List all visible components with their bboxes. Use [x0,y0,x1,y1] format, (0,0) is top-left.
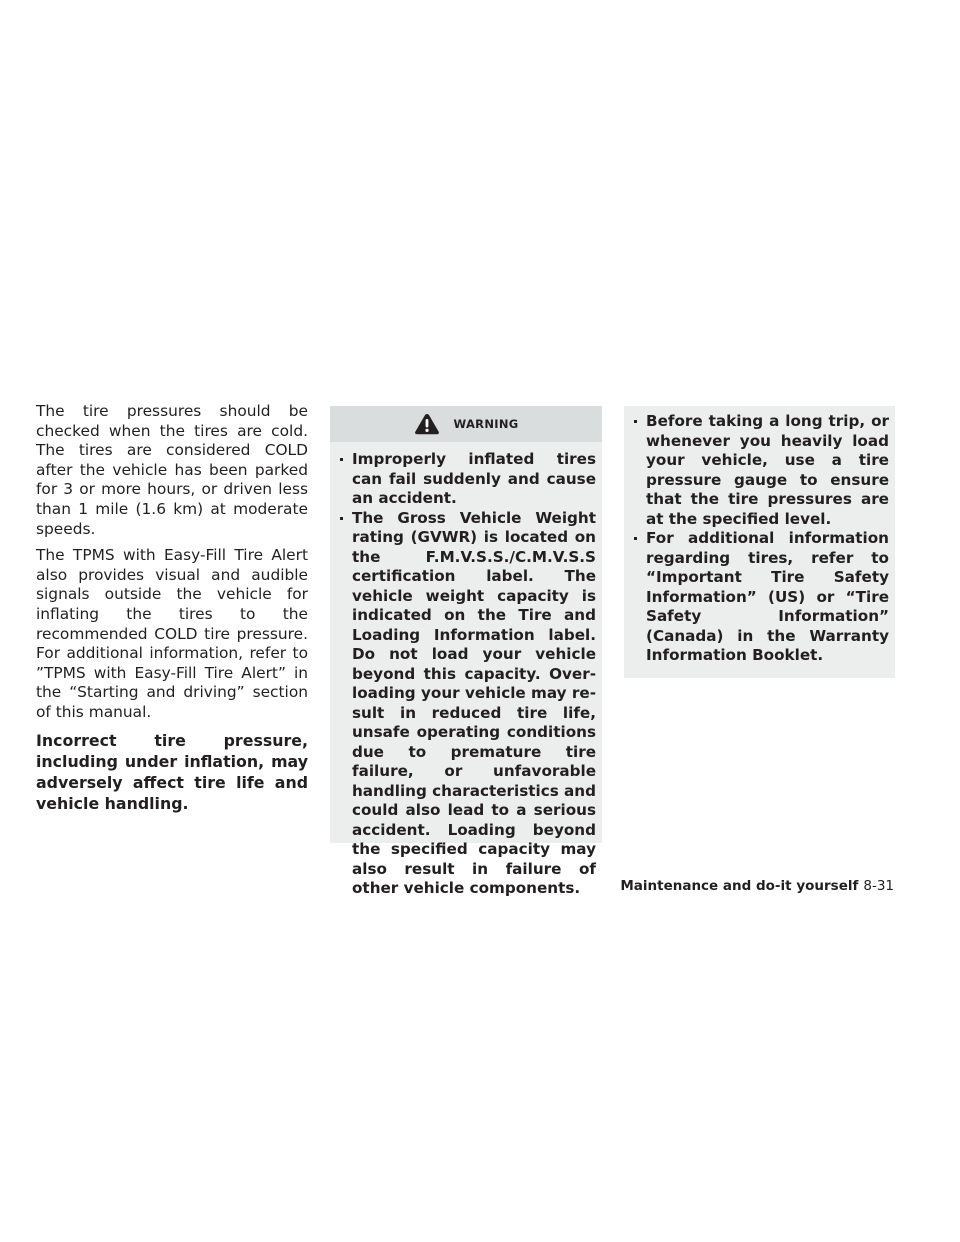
warning-box-continued [624,406,895,678]
paragraph-cold-tires: The tire pressures should be checked when the tires are cold. The tires are considered COLD after the vehicle has been parked for 3 or more hours, or driven less than 1 mile (1.6 km) at moderate speeds. [36,402,308,538]
warning-list [330,442,602,899]
warning-item: For additional information regarding tires, refer to “Important Tire Safety Information” (US) or “Tire Safety Information” (Canada) in the Warranty Information Booklet. [646,529,889,664]
footer-section-title: Maintenance and do-it yourself [620,878,859,894]
warning-item: Improperly inflated tires can fail suddenly and cause an accident. [352,450,596,507]
warning-item: Before taking a long trip, or whenever you heavily load your vehicle, use a tire pressure gauge to ensure that the tire pressures are at the specified level. [646,412,889,528]
page-footer [620,878,894,894]
warning-list-continued [624,406,895,666]
warning-item: The Gross Vehicle Weight rating (GVWR) is located on the F.M.V.S.S./C.M.V.S.S certification label. The vehicle weight capacity is indicated on the Tire and Loading Information label. Do not load your vehicle beyond this capacity. Overloading your vehicle may result in reduced tire life, unsafe operating conditions due to premature tire failure, or unfavorable handling characteristics and could also lead to a serious accident. Loading beyond the specified capacity may also result in failure of other vehicle components. [352,508,596,897]
paragraph-easy-fill: The TPMS with Easy-Fill Tire Alert also provides visual and audible signals outside the vehicle for inflating the tires to the recommended COLD tire pressure. For additional information, refer to ”TPMS with Easy-Fill Tire Alert” in the “Starting and driving” section of this manual. [36,546,308,721]
warning-title: WARNING [453,417,519,431]
page-number: 8-31 [863,878,894,894]
warning-triangle-icon [414,413,440,435]
warning-box [330,406,602,897]
warning-header [330,406,602,442]
main-text-column [36,402,308,821]
paragraph-incorrect-pressure: Incorrect tire pressure, including under inflation, may adversely affect tire life and vehicle handling. [36,730,308,813]
